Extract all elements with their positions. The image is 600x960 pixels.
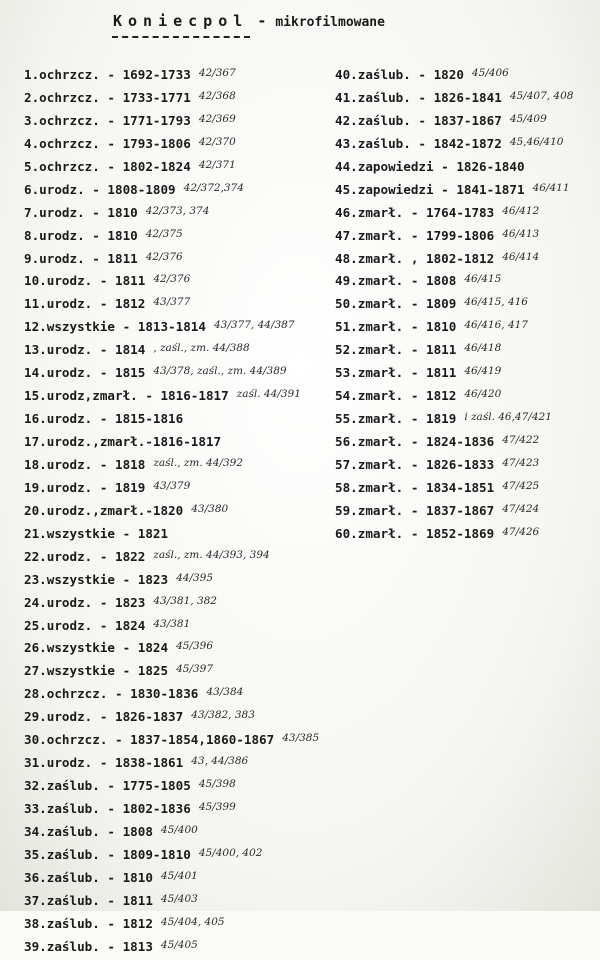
- handwritten-note: 45/409: [509, 112, 547, 125]
- record-entry: 23.wszystkie - 1823: [24, 571, 169, 587]
- record-entry: 50.zmarł. - 1809: [335, 296, 457, 312]
- record-entry: 24.urodz. - 1823: [24, 594, 146, 610]
- record-entry: 29.urodz. - 1826-1837: [24, 709, 184, 725]
- record-entry: 22.urodz. - 1822: [24, 548, 146, 564]
- list-item: [335, 133, 573, 156]
- list-item: [24, 706, 319, 729]
- handwritten-note: 45/400, 402: [198, 846, 263, 859]
- handwritten-note: 46/415: [464, 273, 502, 286]
- handwritten-note: 45/397: [176, 663, 214, 676]
- record-entry: 36.zaślub. - 1810: [24, 869, 153, 885]
- handwritten-note: 42/367: [198, 67, 236, 79]
- record-entry: 27.wszystkie - 1825: [24, 663, 169, 679]
- handwritten-note: 45/398: [198, 778, 236, 791]
- title-underline: [112, 36, 250, 38]
- record-entry: 17.urodz.,zmarł.-1816-1817: [24, 434, 222, 449]
- handwritten-note: 45/407, 408: [509, 89, 574, 102]
- record-entry: 47.zmarł. - 1799-1806: [335, 227, 495, 243]
- title-rest: mikrofilmowane: [275, 15, 385, 30]
- handwritten-note: 46/419: [464, 365, 502, 378]
- record-entry: 45.zapowiedzi - 1841-1871: [335, 181, 525, 197]
- record-entry: 32.zaślub. - 1775-1805: [24, 778, 191, 794]
- record-entry: 15.urodz,zmarł. - 1816-1817: [24, 388, 229, 404]
- list-item: [335, 362, 573, 385]
- list-item: [24, 500, 319, 523]
- handwritten-note: 47/423: [502, 456, 540, 469]
- handwritten-note: 46/413: [502, 227, 540, 240]
- record-entry: 26.wszystkie - 1824: [24, 640, 169, 656]
- record-entry: 3.ochrzcz. - 1771-1793: [24, 112, 191, 128]
- handwritten-note: 42/369: [198, 112, 236, 125]
- record-entry: 33.zaślub. - 1802-1836: [24, 801, 191, 816]
- handwritten-note: 43/377, 44/387: [213, 319, 295, 332]
- list-item: [24, 729, 319, 752]
- handwritten-note: 43/379: [153, 479, 191, 492]
- list-item: [24, 523, 319, 546]
- handwritten-note: 43/377: [153, 296, 191, 309]
- list-item: [335, 225, 573, 248]
- handwritten-note: 42/373, 374: [145, 204, 210, 217]
- title-main: Koniecpol: [113, 12, 249, 30]
- record-entry: 2.ochrzcz. - 1733-1771: [24, 89, 191, 105]
- handwritten-note: 42/372,374: [183, 181, 244, 194]
- list-item: [24, 660, 319, 683]
- record-entry: 19.urodz. - 1819: [24, 479, 146, 495]
- handwritten-note: 42/375: [145, 227, 183, 240]
- handwritten-note: 46/415, 416: [464, 296, 528, 309]
- handwritten-note: 43/385: [282, 732, 320, 745]
- handwritten-note: 42/371: [198, 158, 236, 171]
- record-entry: 48.zmarł. , 1802-1812: [335, 250, 495, 266]
- record-entry: 6.urodz. - 1808-1809: [24, 181, 176, 197]
- handwritten-note: 46/416, 417: [464, 319, 528, 332]
- record-entry: 38.zaślub. - 1812: [24, 915, 153, 931]
- handwritten-note: zaśl. 44/391: [236, 388, 301, 401]
- list-item: [24, 248, 319, 271]
- handwritten-note: 43/381, 382: [153, 594, 217, 607]
- record-entry: 21.wszystkie - 1821: [24, 525, 169, 541]
- handwritten-note: 46/420: [464, 388, 502, 401]
- record-entry: 20.urodz.,zmarł.-1820: [24, 502, 184, 518]
- list-item: [24, 156, 319, 179]
- record-entry: 60.zmarł. - 1852-1869: [335, 525, 495, 541]
- record-entry: 18.urodz. - 1818: [24, 456, 146, 472]
- list-item: [335, 500, 573, 523]
- record-entry: 43.zaślub. - 1842-1872: [335, 135, 502, 151]
- handwritten-note: 47/426: [502, 525, 540, 538]
- list-item: [335, 156, 573, 179]
- list-item: [24, 867, 319, 890]
- list-item: [24, 890, 319, 913]
- handwritten-note: 45/396: [176, 640, 214, 653]
- record-entry: 9.urodz. - 1811: [24, 250, 138, 266]
- left-column-list: [24, 64, 319, 959]
- handwritten-note: 46/414: [502, 250, 540, 263]
- record-entry: 42.zaślub. - 1837-1867: [335, 112, 502, 128]
- handwritten-note: 45/403: [160, 892, 198, 905]
- record-entry: 46.zmarł. - 1764-1783: [335, 204, 495, 220]
- handwritten-note: 45/406: [471, 67, 509, 79]
- handwritten-note: 45/404, 405: [160, 915, 225, 928]
- record-entry: 7.urodz. - 1810: [24, 204, 138, 220]
- handwritten-note: 43/381: [153, 617, 191, 630]
- list-item: [335, 523, 573, 546]
- handwritten-note: i zaśl. 46,47/421: [464, 411, 552, 424]
- list-item: [24, 202, 319, 225]
- list-item: [24, 293, 319, 316]
- handwritten-note: 45/400: [160, 823, 198, 836]
- handwritten-note: 47/422: [502, 434, 540, 446]
- list-item: [335, 202, 573, 225]
- list-item: [24, 454, 319, 477]
- record-entry: 14.urodz. - 1815: [24, 365, 146, 381]
- record-entry: 53.zmarł. - 1811: [335, 365, 457, 381]
- record-entry: 51.zmarł. - 1810: [335, 319, 457, 335]
- record-entry: 39.zaślub. - 1813: [24, 938, 153, 954]
- list-item: [24, 110, 319, 133]
- title-separator: -: [257, 12, 267, 30]
- list-item: [335, 270, 573, 293]
- record-entry: 5.ochrzcz. - 1802-1824: [24, 158, 191, 174]
- list-item: [335, 110, 573, 133]
- record-entry: 16.urodz. - 1815-1816: [24, 411, 184, 427]
- handwritten-note: 45/405: [160, 938, 198, 951]
- handwritten-note: 44/395: [176, 571, 214, 584]
- record-entry: 12.wszystkie - 1813-1814: [24, 319, 206, 335]
- handwritten-note: 46/412: [502, 204, 540, 217]
- handwritten-note: 42/376: [145, 250, 183, 263]
- list-item: [24, 270, 319, 293]
- list-item: [24, 431, 319, 454]
- list-item: [24, 592, 319, 615]
- list-item: [335, 248, 573, 271]
- list-item: [335, 316, 573, 339]
- list-item: [335, 477, 573, 500]
- handwritten-note: 43, 44/386: [191, 755, 249, 768]
- list-item: [335, 454, 573, 477]
- document-title: [113, 12, 385, 30]
- list-item: [24, 798, 319, 821]
- handwritten-note: 42/368: [198, 89, 236, 102]
- list-item: [24, 775, 319, 798]
- list-item: [24, 936, 319, 959]
- list-item: [24, 316, 319, 339]
- list-item: [24, 408, 319, 431]
- list-item: [24, 752, 319, 775]
- handwritten-note: 47/425: [502, 479, 540, 492]
- record-entry: 58.zmarł. - 1834-1851: [335, 479, 495, 495]
- record-entry: 52.zmarł. - 1811: [335, 342, 457, 358]
- record-entry: 54.zmarł. - 1812: [335, 388, 457, 404]
- handwritten-note: 42/376: [153, 273, 191, 286]
- handwritten-note: 45/401: [160, 869, 198, 882]
- list-item: [335, 431, 573, 454]
- list-item: [24, 64, 319, 87]
- record-entry: 59.zmarł. - 1837-1867: [335, 502, 495, 518]
- record-entry: 57.zmarł. - 1826-1833: [335, 456, 495, 472]
- record-entry: 4.ochrzcz. - 1793-1806: [24, 135, 191, 151]
- list-item: [24, 615, 319, 638]
- handwritten-note: 47/424: [502, 502, 540, 515]
- record-entry: 31.urodz. - 1838-1861: [24, 755, 184, 771]
- list-item: [24, 87, 319, 110]
- list-item: [335, 339, 573, 362]
- record-entry: 55.zmarł. - 1819: [335, 411, 457, 427]
- list-item: [335, 64, 573, 87]
- list-item: [335, 87, 573, 110]
- record-entry: 41.zaślub. - 1826-1841: [335, 89, 502, 105]
- list-item: [24, 339, 319, 362]
- list-item: [24, 844, 319, 867]
- record-entry: 56.zmarł. - 1824-1836: [335, 434, 495, 449]
- record-entry: 35.zaślub. - 1809-1810: [24, 846, 191, 862]
- list-item: [24, 546, 319, 569]
- record-entry: 8.urodz. - 1810: [24, 227, 138, 243]
- handwritten-note: 45/399: [198, 801, 236, 813]
- record-entry: 10.urodz. - 1811: [24, 273, 146, 289]
- list-item: [335, 179, 573, 202]
- record-entry: 37.zaślub. - 1811: [24, 892, 153, 908]
- list-item: [24, 913, 319, 936]
- handwritten-note: 45,46/410: [509, 135, 564, 148]
- handwritten-note: 43/378, zaśl., zm. 44/389: [153, 365, 287, 378]
- handwritten-note: 43/380: [191, 502, 229, 515]
- list-item: [24, 362, 319, 385]
- list-item: [24, 683, 319, 706]
- record-entry: 11.urodz. - 1812: [24, 296, 146, 312]
- list-item: [24, 569, 319, 592]
- list-item: [24, 179, 319, 202]
- list-item: [24, 133, 319, 156]
- record-entry: 13.urodz. - 1814: [24, 342, 146, 358]
- record-entry: 25.urodz. - 1824: [24, 617, 146, 633]
- list-item: [24, 637, 319, 660]
- handwritten-note: 43/382, 383: [191, 709, 255, 722]
- record-entry: 1.ochrzcz. - 1692-1733: [24, 67, 191, 82]
- handwritten-note: , zaśl., zm. 44/388: [153, 342, 250, 355]
- record-entry: 40.zaślub. - 1820: [335, 67, 464, 82]
- handwritten-note: zaśl., zm. 44/393, 394: [153, 548, 270, 561]
- handwritten-note: zaśl., zm. 44/392: [153, 456, 243, 469]
- handwritten-note: 42/370: [198, 135, 236, 148]
- record-entry: 34.zaślub. - 1808: [24, 823, 153, 839]
- record-entry: 49.zmarł. - 1808: [335, 273, 457, 289]
- list-item: [335, 293, 573, 316]
- handwritten-note: 46/418: [464, 342, 502, 355]
- right-column-list: [335, 64, 573, 546]
- handwritten-note: 46/411: [532, 181, 570, 194]
- list-item: [24, 385, 319, 408]
- list-item: [24, 821, 319, 844]
- handwritten-note: 43/384: [206, 686, 244, 699]
- list-item: [24, 225, 319, 248]
- list-item: [335, 385, 573, 408]
- record-entry: 28.ochrzcz. - 1830-1836: [24, 686, 199, 702]
- record-entry: 44.zapowiedzi - 1826-1840: [335, 158, 525, 174]
- record-entry: 30.ochrzcz. - 1837-1854,1860-1867: [24, 732, 275, 748]
- list-item: [24, 477, 319, 500]
- list-item: [335, 408, 573, 431]
